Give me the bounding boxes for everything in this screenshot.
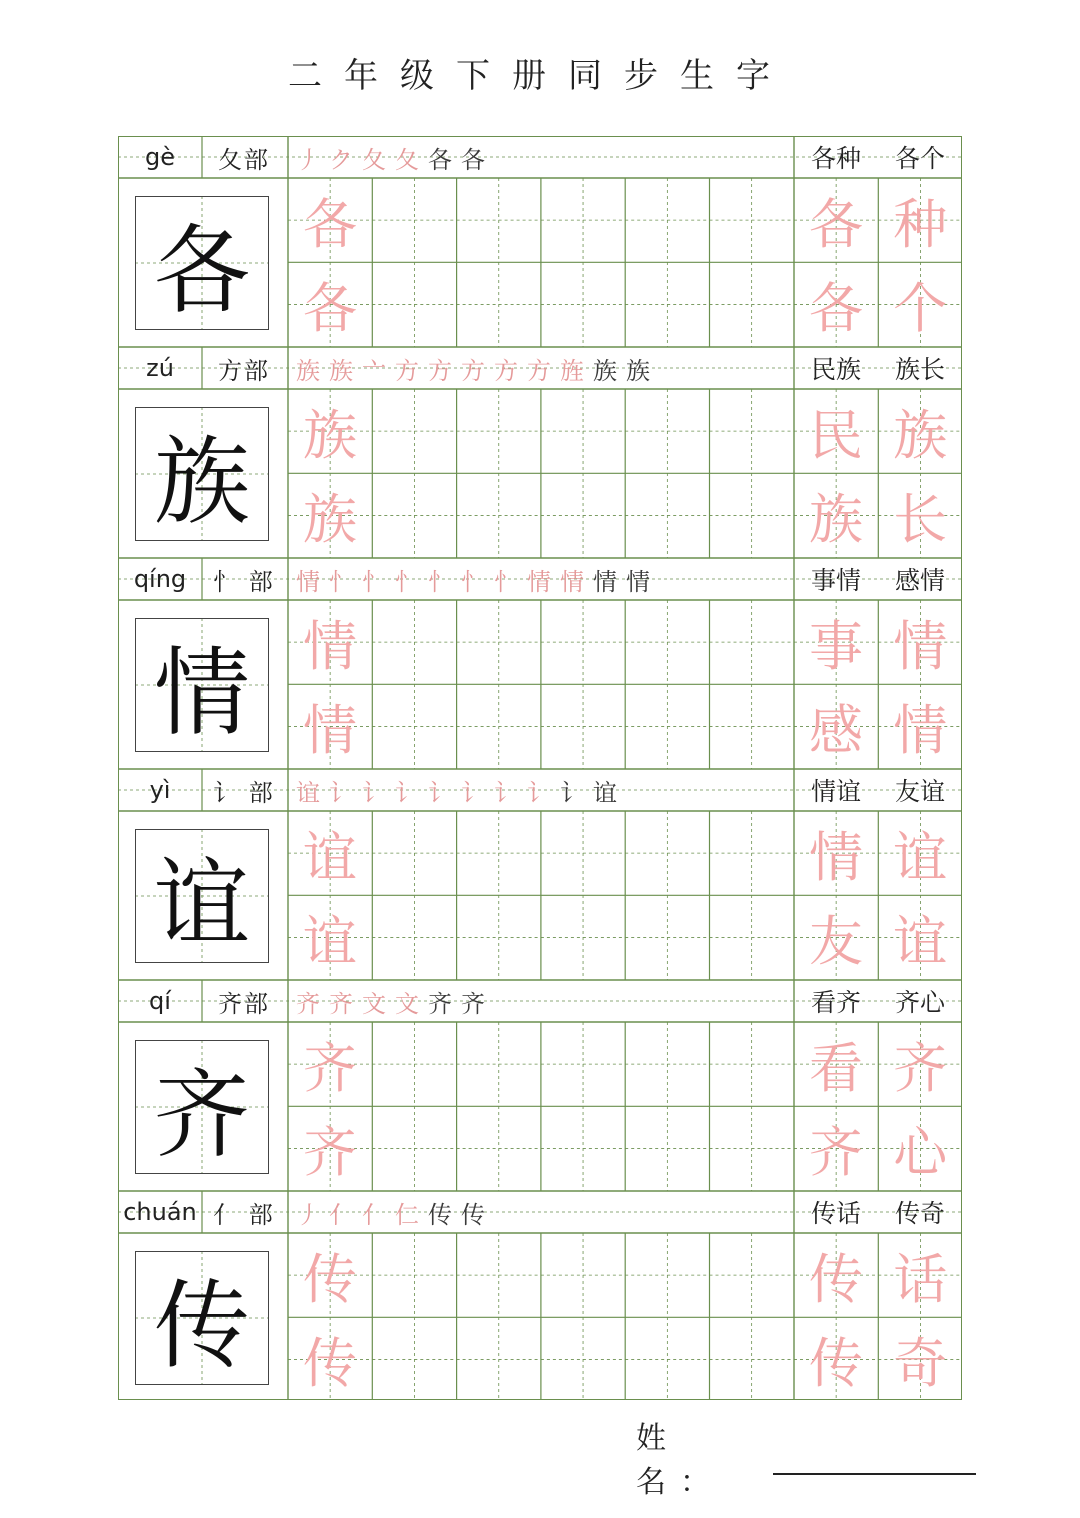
pinyin-label: chuán bbox=[123, 1198, 197, 1226]
radical-label: 忄 部 bbox=[213, 567, 275, 596]
block-header bbox=[118, 1191, 962, 1233]
trace-character: 传 bbox=[303, 1247, 357, 1311]
example-word: 各个 bbox=[894, 144, 945, 173]
radical-label: 讠 部 bbox=[213, 778, 275, 807]
practice-cell[interactable] bbox=[457, 1317, 541, 1401]
stroke-step: 情 bbox=[560, 567, 585, 596]
character-block bbox=[118, 558, 962, 769]
practice-cell[interactable] bbox=[625, 262, 709, 346]
practice-cell[interactable] bbox=[541, 1022, 625, 1106]
practice-cell[interactable] bbox=[710, 1233, 794, 1317]
word-trace-character: 感 bbox=[809, 698, 863, 762]
radical-label: 夂部 bbox=[218, 145, 270, 174]
practice-cell[interactable] bbox=[457, 262, 541, 346]
stroke-step: 情 bbox=[593, 567, 618, 596]
stroke-step: 夂 bbox=[362, 145, 387, 174]
stroke-step: 方 bbox=[461, 356, 486, 385]
practice-cell[interactable] bbox=[710, 473, 794, 557]
block-header bbox=[118, 769, 962, 811]
practice-cell[interactable] bbox=[372, 262, 456, 346]
pinyin-label: gè bbox=[145, 143, 175, 171]
practice-cell[interactable] bbox=[457, 1233, 541, 1317]
trace-character: 情 bbox=[303, 698, 357, 762]
example-words bbox=[794, 347, 962, 389]
stroke-step: 齐 bbox=[428, 989, 453, 1018]
practice-cell[interactable] bbox=[625, 1233, 709, 1317]
stroke-step: 讠 bbox=[560, 778, 585, 807]
stroke-step: 文 bbox=[362, 989, 387, 1018]
trace-character: 齐 bbox=[303, 1120, 357, 1184]
practice-cell[interactable] bbox=[625, 178, 709, 262]
word-trace-character: 情 bbox=[893, 698, 948, 762]
practice-sheet bbox=[118, 136, 962, 1400]
practice-cell[interactable] bbox=[372, 473, 456, 557]
stroke-step: 旌 bbox=[560, 356, 585, 385]
practice-cell[interactable] bbox=[710, 811, 794, 895]
practice-cell[interactable] bbox=[710, 684, 794, 768]
stroke-step: 仁 bbox=[395, 1200, 420, 1229]
stroke-step: 讠 bbox=[461, 778, 486, 807]
word-trace-character: 看 bbox=[809, 1036, 863, 1100]
word-trace-character: 情 bbox=[809, 825, 863, 889]
trace-character: 各 bbox=[303, 192, 357, 256]
example-words bbox=[794, 769, 962, 811]
trace-character: 齐 bbox=[303, 1036, 357, 1100]
trace-character: 谊 bbox=[303, 825, 357, 889]
radical-label: 亻 部 bbox=[213, 1200, 275, 1229]
practice-cell[interactable] bbox=[457, 473, 541, 557]
stroke-step: 情 bbox=[626, 567, 651, 596]
practice-cell[interactable] bbox=[710, 1106, 794, 1190]
practice-cell[interactable] bbox=[372, 1233, 456, 1317]
example-words bbox=[794, 980, 962, 1022]
stroke-step: 族 bbox=[626, 356, 651, 385]
practice-cell[interactable] bbox=[541, 1106, 625, 1190]
stroke-order bbox=[296, 1191, 790, 1233]
stroke-step: 谊 bbox=[593, 778, 618, 807]
stroke-step: 方 bbox=[395, 356, 420, 385]
example-word: 齐心 bbox=[894, 988, 945, 1017]
word-trace-character: 长 bbox=[893, 487, 948, 551]
stroke-step: 传 bbox=[428, 1200, 453, 1229]
stroke-step: 各 bbox=[461, 145, 486, 174]
word-trace-character: 种 bbox=[893, 192, 948, 256]
example-word: 看齐 bbox=[810, 988, 861, 1017]
practice-cell[interactable] bbox=[710, 1317, 794, 1401]
name-label: 姓名： bbox=[636, 1421, 724, 1500]
name-field bbox=[636, 1421, 976, 1500]
practice-cell[interactable] bbox=[457, 1106, 541, 1190]
block-header bbox=[118, 558, 962, 600]
trace-character: 各 bbox=[303, 276, 357, 340]
practice-cell[interactable] bbox=[372, 895, 456, 979]
practice-cell[interactable] bbox=[372, 1022, 456, 1106]
stroke-step: 讠 bbox=[329, 778, 354, 807]
word-trace-character: 友 bbox=[809, 909, 863, 973]
word-trace-character: 民 bbox=[809, 403, 863, 467]
practice-cell[interactable] bbox=[541, 473, 625, 557]
example-word: 感情 bbox=[894, 566, 945, 595]
stroke-step: 丿 bbox=[296, 1200, 321, 1229]
word-trace-character: 奇 bbox=[893, 1331, 948, 1395]
word-trace-character: 话 bbox=[893, 1247, 948, 1311]
stroke-step: 族 bbox=[296, 356, 321, 385]
stroke-step: 齐 bbox=[296, 989, 321, 1018]
example-word: 友谊 bbox=[894, 777, 945, 806]
character-block bbox=[118, 347, 962, 558]
practice-cell[interactable] bbox=[541, 178, 625, 262]
practice-cell[interactable] bbox=[625, 895, 709, 979]
trace-character: 族 bbox=[303, 403, 357, 467]
stroke-step: 亠 bbox=[362, 356, 387, 385]
stroke-order bbox=[296, 558, 790, 600]
model-character: 族 bbox=[135, 407, 269, 541]
model-character: 传 bbox=[135, 1251, 269, 1385]
word-trace-character: 谊 bbox=[893, 909, 948, 973]
stroke-step: 忄 bbox=[494, 567, 519, 596]
stroke-order bbox=[296, 769, 790, 811]
practice-cell[interactable] bbox=[372, 178, 456, 262]
stroke-step: ク bbox=[329, 145, 354, 174]
practice-cell[interactable] bbox=[457, 389, 541, 473]
practice-cell[interactable] bbox=[372, 389, 456, 473]
stroke-step: 各 bbox=[428, 145, 453, 174]
practice-cell[interactable] bbox=[625, 1022, 709, 1106]
practice-cell[interactable] bbox=[541, 600, 625, 684]
stroke-step: 忄 bbox=[362, 567, 387, 596]
word-trace-character: 各 bbox=[809, 276, 863, 340]
stroke-order bbox=[296, 980, 790, 1022]
pinyin-label: qíng bbox=[133, 565, 187, 593]
trace-character: 谊 bbox=[303, 909, 357, 973]
practice-cell[interactable] bbox=[710, 895, 794, 979]
stroke-step: 方 bbox=[527, 356, 552, 385]
character-block bbox=[118, 1191, 962, 1402]
practice-cell[interactable] bbox=[710, 1022, 794, 1106]
example-word: 各种 bbox=[810, 144, 861, 173]
practice-cell[interactable] bbox=[625, 389, 709, 473]
stroke-step: 讠 bbox=[527, 778, 552, 807]
practice-cell[interactable] bbox=[457, 178, 541, 262]
practice-cell[interactable] bbox=[625, 684, 709, 768]
practice-cell[interactable] bbox=[710, 178, 794, 262]
practice-cell[interactable] bbox=[372, 684, 456, 768]
word-trace-character: 各 bbox=[809, 192, 863, 256]
stroke-step: 谊 bbox=[296, 778, 321, 807]
word-trace-character: 事 bbox=[809, 614, 863, 678]
stroke-step: 族 bbox=[593, 356, 618, 385]
word-trace-character: 族 bbox=[893, 403, 948, 467]
page-title: 二年级下册同步生字 bbox=[288, 56, 792, 96]
practice-cell[interactable] bbox=[457, 684, 541, 768]
stroke-step: 讠 bbox=[428, 778, 453, 807]
practice-cell[interactable] bbox=[710, 600, 794, 684]
stroke-order bbox=[296, 136, 790, 178]
trace-character: 情 bbox=[303, 614, 357, 678]
block-header bbox=[118, 136, 962, 178]
word-trace-character: 齐 bbox=[893, 1036, 948, 1100]
practice-cell[interactable] bbox=[541, 262, 625, 346]
stroke-step: 传 bbox=[461, 1200, 486, 1229]
stroke-step: 忄 bbox=[329, 567, 354, 596]
word-trace-character: 谊 bbox=[893, 825, 948, 889]
stroke-step: 亻 bbox=[362, 1200, 387, 1229]
example-word: 传奇 bbox=[894, 1199, 945, 1228]
character-block bbox=[118, 769, 962, 980]
practice-cell[interactable] bbox=[625, 811, 709, 895]
word-trace-character: 心 bbox=[893, 1120, 948, 1184]
practice-cell[interactable] bbox=[625, 1317, 709, 1401]
practice-cell[interactable] bbox=[457, 1022, 541, 1106]
stroke-step: 忄 bbox=[428, 567, 453, 596]
example-words bbox=[794, 558, 962, 600]
block-header bbox=[118, 347, 962, 389]
practice-cell[interactable] bbox=[541, 1233, 625, 1317]
stroke-step: 方 bbox=[428, 356, 453, 385]
model-character: 谊 bbox=[135, 829, 269, 963]
practice-cell[interactable] bbox=[710, 389, 794, 473]
stroke-step: 夂 bbox=[395, 145, 420, 174]
practice-cell[interactable] bbox=[457, 600, 541, 684]
radical-label: 方部 bbox=[218, 356, 270, 385]
example-word: 传话 bbox=[810, 1199, 861, 1228]
character-block bbox=[118, 980, 962, 1191]
example-word: 族长 bbox=[894, 355, 945, 384]
stroke-step: 情 bbox=[527, 567, 552, 596]
practice-cell[interactable] bbox=[625, 1106, 709, 1190]
practice-cell[interactable] bbox=[541, 811, 625, 895]
practice-cell[interactable] bbox=[541, 895, 625, 979]
stroke-step: 忄 bbox=[395, 567, 420, 596]
name-blank-line[interactable] bbox=[773, 1439, 976, 1475]
character-block bbox=[118, 136, 962, 347]
practice-cell[interactable] bbox=[372, 1106, 456, 1190]
word-trace-character: 个 bbox=[893, 276, 948, 340]
practice-cell[interactable] bbox=[541, 684, 625, 768]
practice-cell[interactable] bbox=[541, 389, 625, 473]
stroke-step: 齐 bbox=[329, 989, 354, 1018]
stroke-step: 忄 bbox=[461, 567, 486, 596]
stroke-step: 方 bbox=[494, 356, 519, 385]
stroke-step: 族 bbox=[329, 356, 354, 385]
stroke-step: 讠 bbox=[395, 778, 420, 807]
stroke-order bbox=[296, 347, 790, 389]
example-word: 情谊 bbox=[810, 777, 861, 806]
model-character: 各 bbox=[135, 196, 269, 330]
block-header bbox=[118, 980, 962, 1022]
example-words bbox=[794, 136, 962, 178]
stroke-step: 讠 bbox=[494, 778, 519, 807]
model-character: 齐 bbox=[135, 1040, 269, 1174]
stroke-step: 丿 bbox=[296, 145, 321, 174]
trace-character: 族 bbox=[303, 487, 357, 551]
pinyin-label: qí bbox=[149, 987, 171, 1015]
practice-cell[interactable] bbox=[372, 1317, 456, 1401]
pinyin-label: zú bbox=[146, 354, 174, 382]
radical-label: 齐部 bbox=[218, 989, 270, 1018]
practice-cell[interactable] bbox=[541, 1317, 625, 1401]
practice-cell[interactable] bbox=[372, 600, 456, 684]
practice-cell[interactable] bbox=[710, 262, 794, 346]
stroke-step: 文 bbox=[395, 989, 420, 1018]
practice-cell[interactable] bbox=[372, 811, 456, 895]
stroke-step: 亻 bbox=[329, 1200, 354, 1229]
word-trace-character: 传 bbox=[809, 1247, 863, 1311]
stroke-step: 讠 bbox=[362, 778, 387, 807]
practice-cell[interactable] bbox=[457, 895, 541, 979]
trace-character: 传 bbox=[303, 1331, 357, 1395]
practice-cell[interactable] bbox=[625, 600, 709, 684]
stroke-step: 齐 bbox=[461, 989, 486, 1018]
practice-cell[interactable] bbox=[625, 473, 709, 557]
example-words bbox=[794, 1191, 962, 1233]
model-character: 情 bbox=[135, 618, 269, 752]
example-word: 事情 bbox=[810, 566, 861, 595]
word-trace-character: 族 bbox=[809, 487, 863, 551]
stroke-step: 情 bbox=[296, 567, 321, 596]
word-trace-character: 齐 bbox=[809, 1120, 863, 1184]
word-trace-character: 传 bbox=[809, 1331, 863, 1395]
pinyin-label: yì bbox=[149, 776, 171, 804]
word-trace-character: 情 bbox=[893, 614, 948, 678]
practice-cell[interactable] bbox=[457, 811, 541, 895]
example-word: 民族 bbox=[810, 355, 861, 384]
